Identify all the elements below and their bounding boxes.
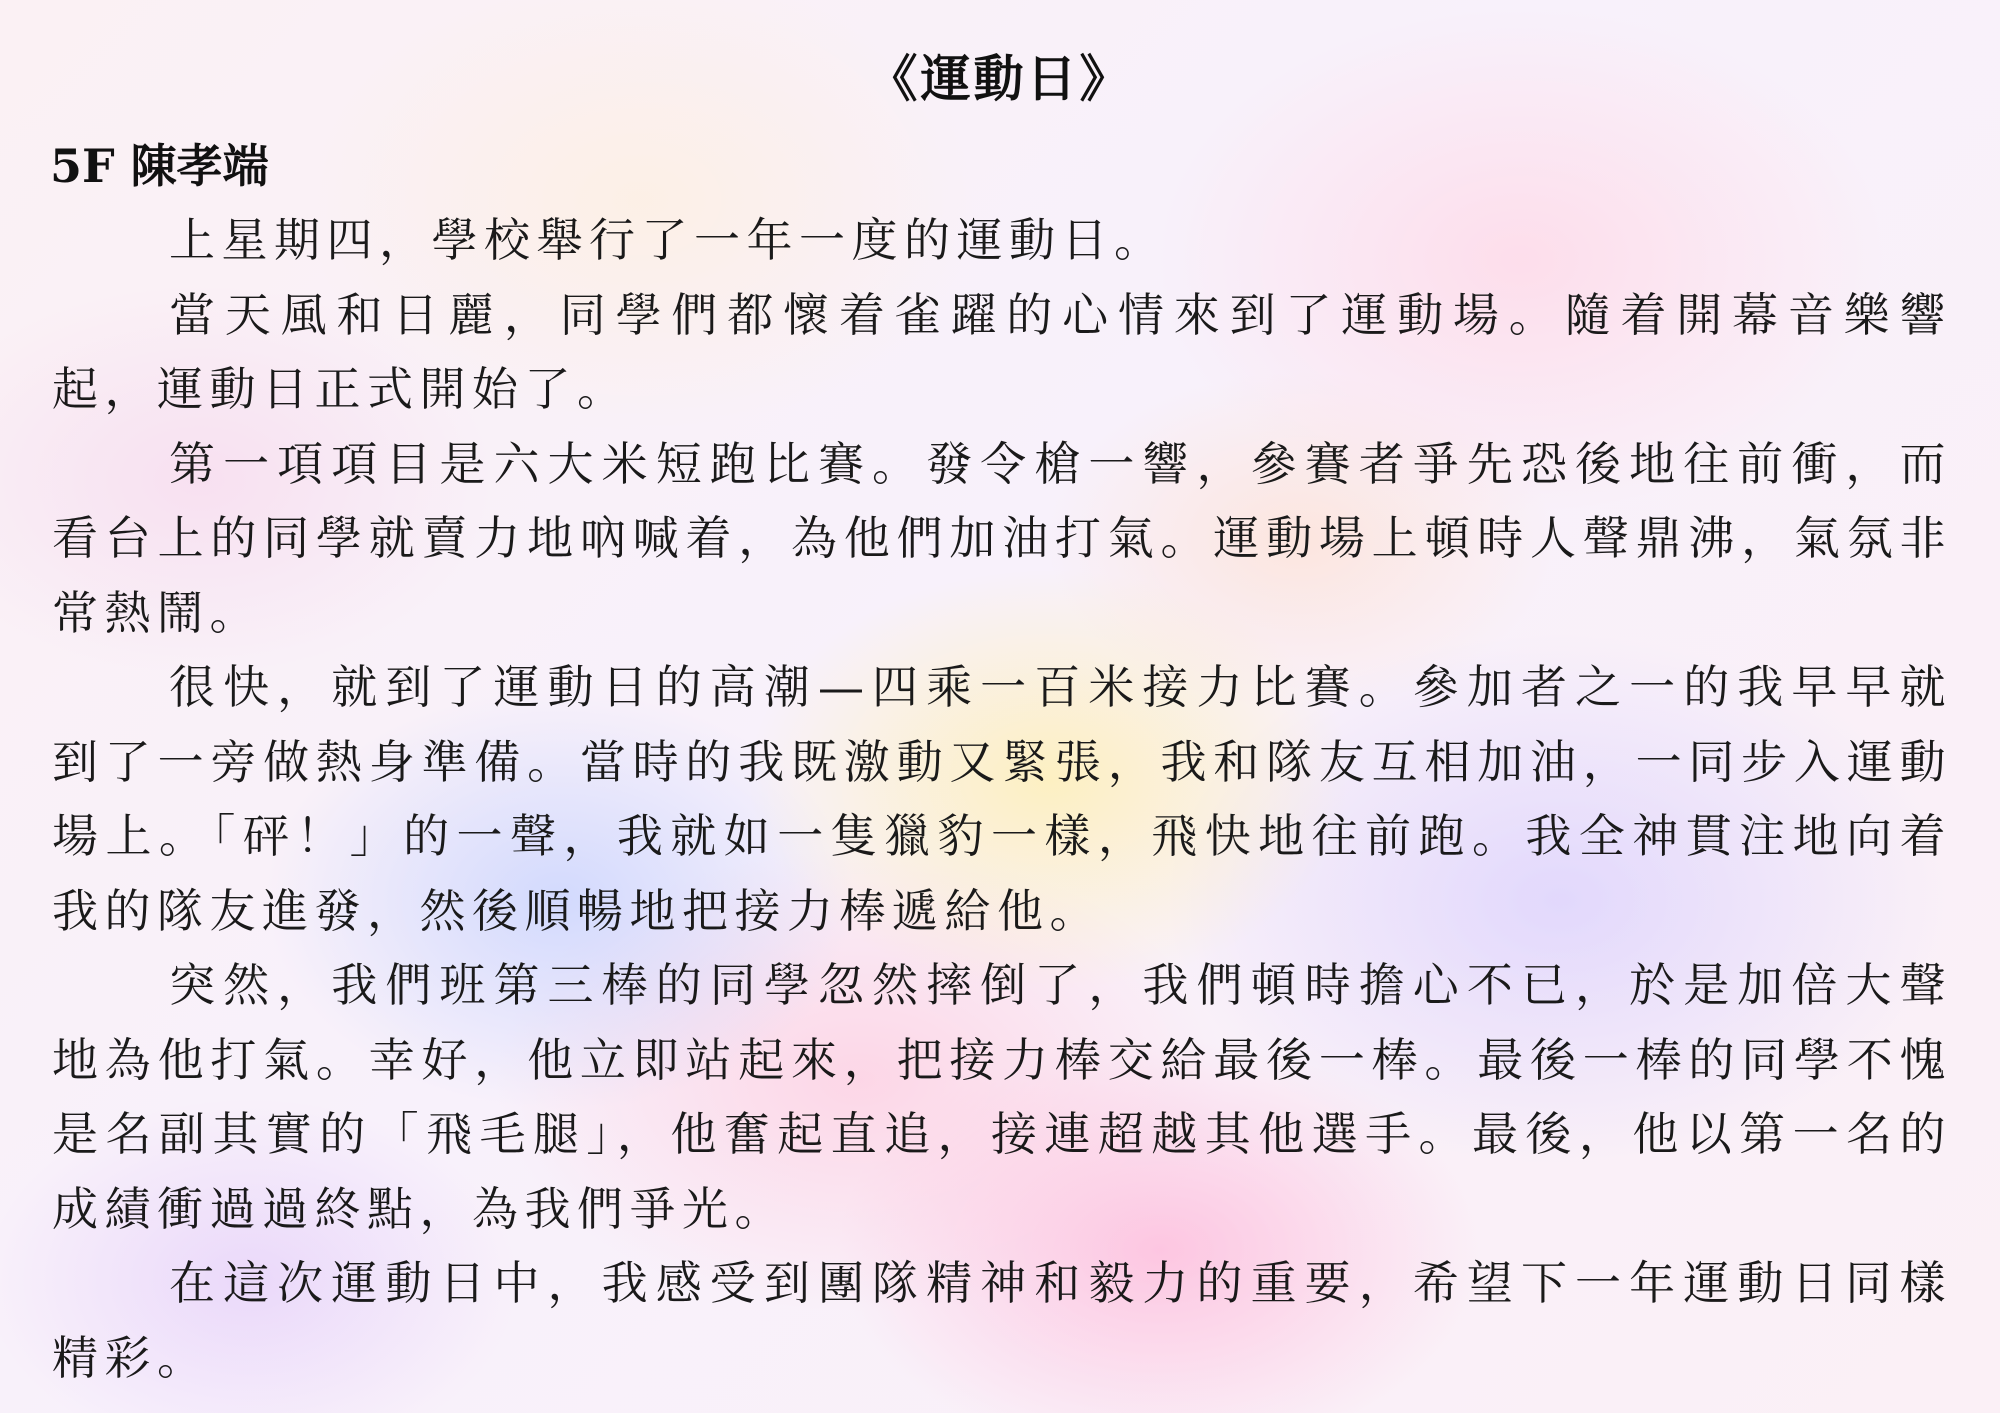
paragraph: 第一項項目是六大米短跑比賽。發令槍一響，參賽者爭先恐後地往前衝，而看台上的同學就賣力地吶喊着，為他們加油打氣。運動場上頓時人聲鼎沸，氣氛非常熱鬧。: [52, 436, 1952, 640]
essay-title: 《運動日》: [867, 49, 1133, 108]
paragraph: 當天風和日麗，同學們都懷着雀躍的心情來到了運動場。隨着開幕音樂響起，運動日正式開始了。: [52, 287, 1952, 416]
paragraph: 很快，就到了運動日的高潮—四乘一百米接力比賽。參加者之一的我早早就到了一旁做熱身準備。當時的我既激動又緊張，我和隊友互相加油，一同步入運動場上。「砰！」的一聲，我就如一隻獵豹一樣，飛快地往前跑。我全神貫注地向着我的隊友進發，然後順暢地把接力棒遞給他。: [52, 660, 1952, 938]
essay-body: [52, 203, 1952, 1395]
paragraph: 在這次運動日中，我感受到團隊精神和毅力的重要，希望下一年運動日同樣精彩。: [52, 1256, 1952, 1385]
paragraph: 上星期四，學校舉行了一年一度的運動日。: [169, 213, 1167, 267]
paragraph: 突然，我們班第三棒的同學忽然摔倒了，我們頓時擔心不已，於是加倍大聲地為他打氣。幸好，他立即站起來，把接力棒交給最後一棒。最後一棒的同學不愧是名副其實的「飛毛腿」，他奮起直追，接連超越其他選手。最後，他以第一名的成績衝過過終點，為我們爭光。: [52, 958, 1952, 1236]
author-line: 5F 陳孝端: [50, 139, 269, 193]
